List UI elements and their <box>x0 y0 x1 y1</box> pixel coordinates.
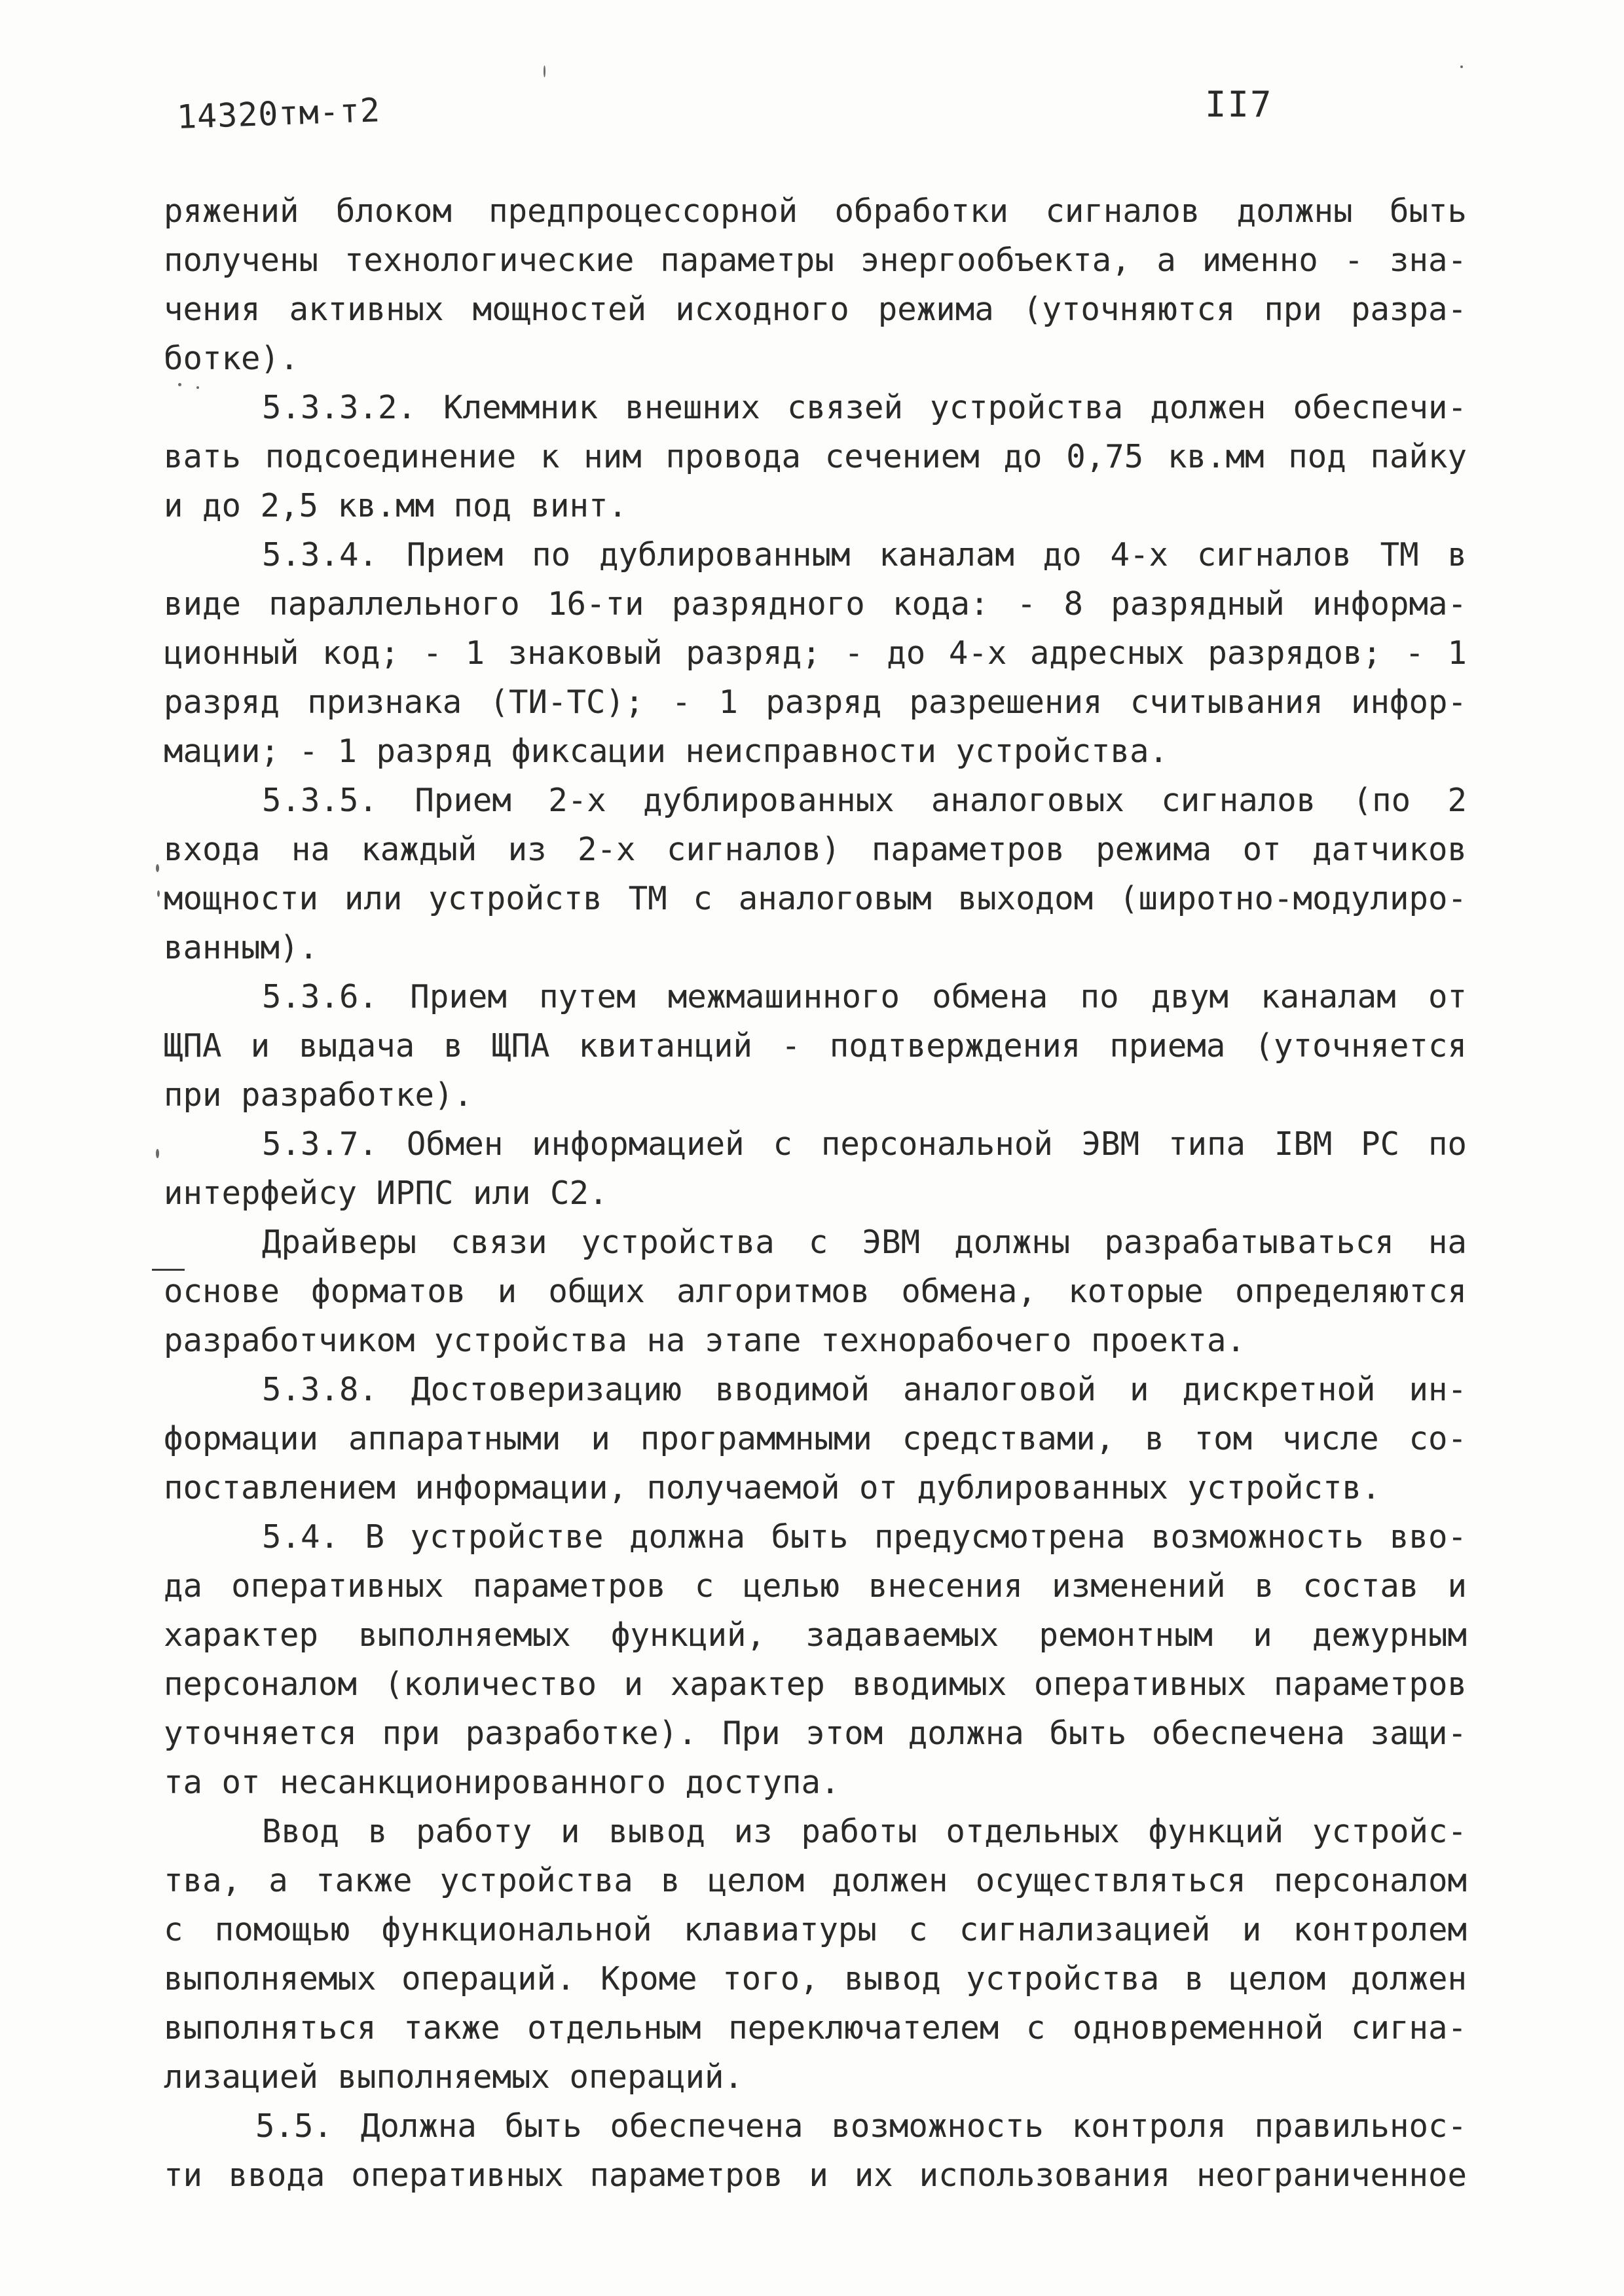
text-line: разработчиком устройства на этапе технорабочего проекта. <box>164 1322 1246 1359</box>
text-line: да оперативных параметров с целью внесения изменений в состав и <box>164 1567 1467 1605</box>
text-line: основе форматов и общих алгоритмов обмена, которые определяются <box>164 1273 1467 1310</box>
text-line: вать подсоединение к ним провода сечением до 0,75 кв.мм под пайку <box>164 438 1467 475</box>
text-line: входа на каждый из 2-х сигналов) параметров режима от датчиков <box>164 831 1467 868</box>
text-line: виде параллельного 16-ти разрядного кода: - 8 разрядный информа- <box>164 585 1467 623</box>
text-line: Ввод в работу и вывод из работы отдельных функций устройс- <box>262 1813 1467 1850</box>
text-line: интерфейсу ИРПС или С2. <box>164 1175 608 1212</box>
text-line: выполняемых операций. Кроме того, вывод устройства в целом должен <box>164 1960 1467 1997</box>
scan-speck <box>1460 65 1463 68</box>
text-line: та от несанкционированного доступа. <box>164 1764 840 1801</box>
scan-speck <box>178 383 181 386</box>
text-line: 5.3.4. Прием по дублированным каналам до 4-х сигналов ТМ в <box>262 536 1467 574</box>
document-body <box>164 187 1467 2200</box>
text-line: чения активных мощностей исходного режима (уточняются при разра- <box>164 291 1467 328</box>
text-line: 5.3.6. Прием путем межмашинного обмена по двум каналам от <box>262 978 1467 1015</box>
text-line: уточняется при разработке). При этом должна быть обеспечена защи- <box>164 1715 1467 1752</box>
text-line: 5.3.7. Обмен информацией с персональной ЭВМ типа IBM PC по <box>262 1125 1467 1163</box>
text-line: тва, а также устройства в целом должен осуществляться персоналом <box>164 1862 1467 1899</box>
text-line: ряжений блоком предпроцессорной обработки сигналов должны быть <box>164 192 1467 230</box>
scan-speck <box>156 1149 159 1158</box>
text-line: получены технологические параметры энергообъекта, а именно - зна- <box>164 242 1467 279</box>
scan-speck <box>156 864 159 872</box>
text-line: поставлением информации, получаемой от дублированных устройств. <box>164 1469 1381 1506</box>
scan-speck <box>157 890 160 897</box>
text-line: 5.3.3.2. Клеммник внешних связей устройства должен обеспечи- <box>262 389 1467 426</box>
text-line: ти ввода оперативных параметров и их использования неограниченное <box>164 2157 1467 2194</box>
text-line: при разработке). <box>164 1076 473 1114</box>
text-line: 5.3.8. Достоверизацию вводимой аналоговой и дискретной ин- <box>262 1371 1467 1408</box>
scan-mark <box>152 1269 185 1271</box>
text-line: ЩПА и выдача в ЩПА квитанций - подтверждения приема (уточняется <box>164 1027 1467 1065</box>
text-line: и до 2,5 кв.мм под винт. <box>164 487 628 524</box>
text-line: 5.5. Должна быть обеспечена возможность контроля правильнос- <box>255 2107 1467 2145</box>
text-line: характер выполняемых функций, задаваемых ремонтным и дежурным <box>164 1616 1467 1654</box>
text-line: с помощью функциональной клавиатуры с сигнализацией и контролем <box>164 1911 1467 1948</box>
text-line: персоналом (количество и характер вводимых оперативных параметров <box>164 1666 1467 1703</box>
text-line: разряд признака (ТИ-ТС); - 1 разряд разрешения считывания инфор- <box>164 683 1467 721</box>
text-line: ционный код; - 1 знаковый разряд; - до 4-х адресных разрядов; - 1 <box>164 634 1467 672</box>
text-line: мации; - 1 разряд фиксации неисправности устройства. <box>164 733 1169 770</box>
text-line: формации аппаратными и программными средствами, в том числе со- <box>164 1420 1467 1457</box>
text-line: мощности или устройств ТМ с аналоговым выходом (широтно-модулиро- <box>164 880 1467 917</box>
text-line: 5.3.5. Прием 2-х дублированных аналоговых сигналов (по 2 <box>262 782 1467 819</box>
page-number: II7 <box>1205 84 1273 125</box>
scan-speck <box>544 65 545 77</box>
document-code: 14320тм-т2 <box>175 91 381 136</box>
text-line: Драйверы связи устройства с ЭВМ должны разрабатываться на <box>262 1224 1467 1261</box>
text-line: ботке). <box>164 340 299 377</box>
text-line: выполняться также отдельным переключателем с одновременной сигна- <box>164 2009 1467 2047</box>
text-line: ванным). <box>164 929 319 966</box>
text-line: 5.4. В устройстве должна быть предусмотрена возможность вво- <box>262 1518 1467 1556</box>
text-line: лизацией выполняемых операций. <box>164 2058 744 2096</box>
scan-speck <box>196 386 199 389</box>
